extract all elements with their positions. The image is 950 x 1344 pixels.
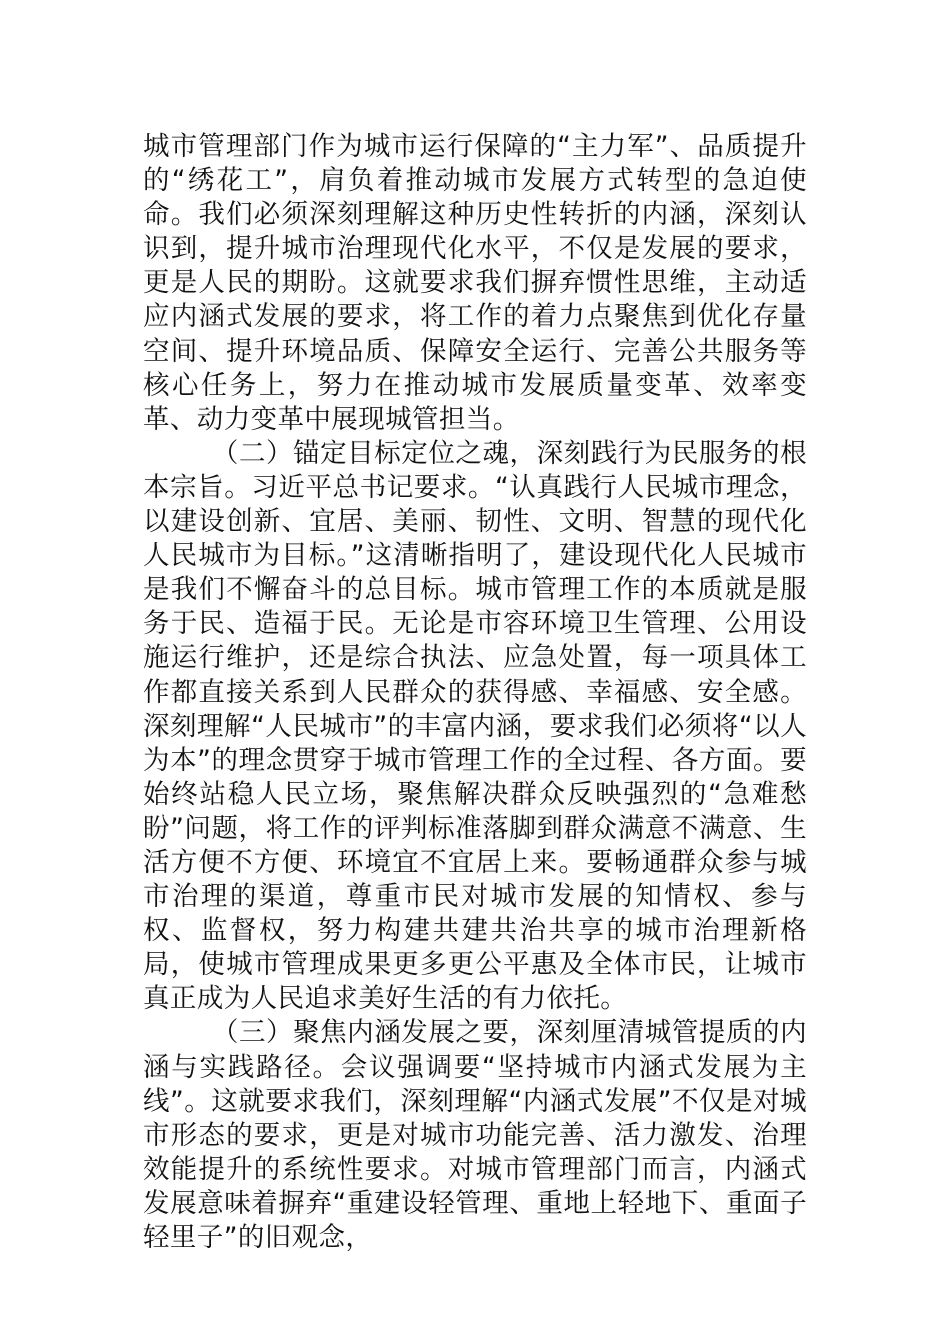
paragraph-section-3: （三）聚焦内涵发展之要，深刻厘清城管提质的内涵与实践路径。会议强调要“坚持城市内涵式发展为主线”。这就要求我们，深刻理解“内涵式发展”不仅是对城市形态的要求，更是对城市功能完善、活力激发、治理效能提升的系统性要求。对城市管理部门而言，内涵式发展意味着摒弃“重建设轻管理、重地上轻地下、重面子轻里子”的旧观念，: [143, 1017, 807, 1253]
paragraph-continued: 城市管理部门作为城市运行保障的“主力军”、品质提升的“绣花工”，肩负着推动城市发展方式转型的急迫使命。我们必须深刻理解这种历史性转折的内涵，深刻认识到，提升城市治理现代化水平，不仅是发展的要求，更是人民的期盼。这就要求我们摒弃惯性思维，主动适应内涵式发展的要求，将工作的着力点聚焦到优化存量空间、提升环境品质、保障安全运行、完善公共服务等核心任务上，努力在推动城市发展质量变革、效率变革、动力变革中展现城管担当。: [143, 131, 807, 435]
document-body: [143, 130, 807, 1255]
paragraph-section-2: （二）锚定目标定位之魂，深刻践行为民服务的根本宗旨。习近平总书记要求。“认真践行人民城市理念，以建设创新、宜居、美丽、韧性、文明、智慧的现代化人民城市为目标。”这清晰指明了，建设现代化人民城市是我们不懈奋斗的总目标。城市管理工作的本质就是服务于民、造福于民。无论是市容环境卫生管理、公用设施运行维护，还是综合执法、应急处置，每一项具体工作都直接关系到人民群众的获得感、幸福感、安全感。深刻理解“人民城市”的丰富内涵，要求我们必须将“以人为本”的理念贯穿于城市管理工作的全过程、各方面。要始终站稳人民立场，聚焦解决群众反映强烈的“急难愁盼”问题，将工作的评判标准落脚到群众满意不满意、生活方便不方便、环境宜不宜居上来。要畅通群众参与城市治理的渠道，尊重市民对城市发展的知情权、参与权、监督权，努力构建共建共治共享的城市治理新格局，使城市管理成果更多更公平惠及全体市民，让城市真正成为人民追求美好生活的有力依托。: [143, 437, 807, 1015]
